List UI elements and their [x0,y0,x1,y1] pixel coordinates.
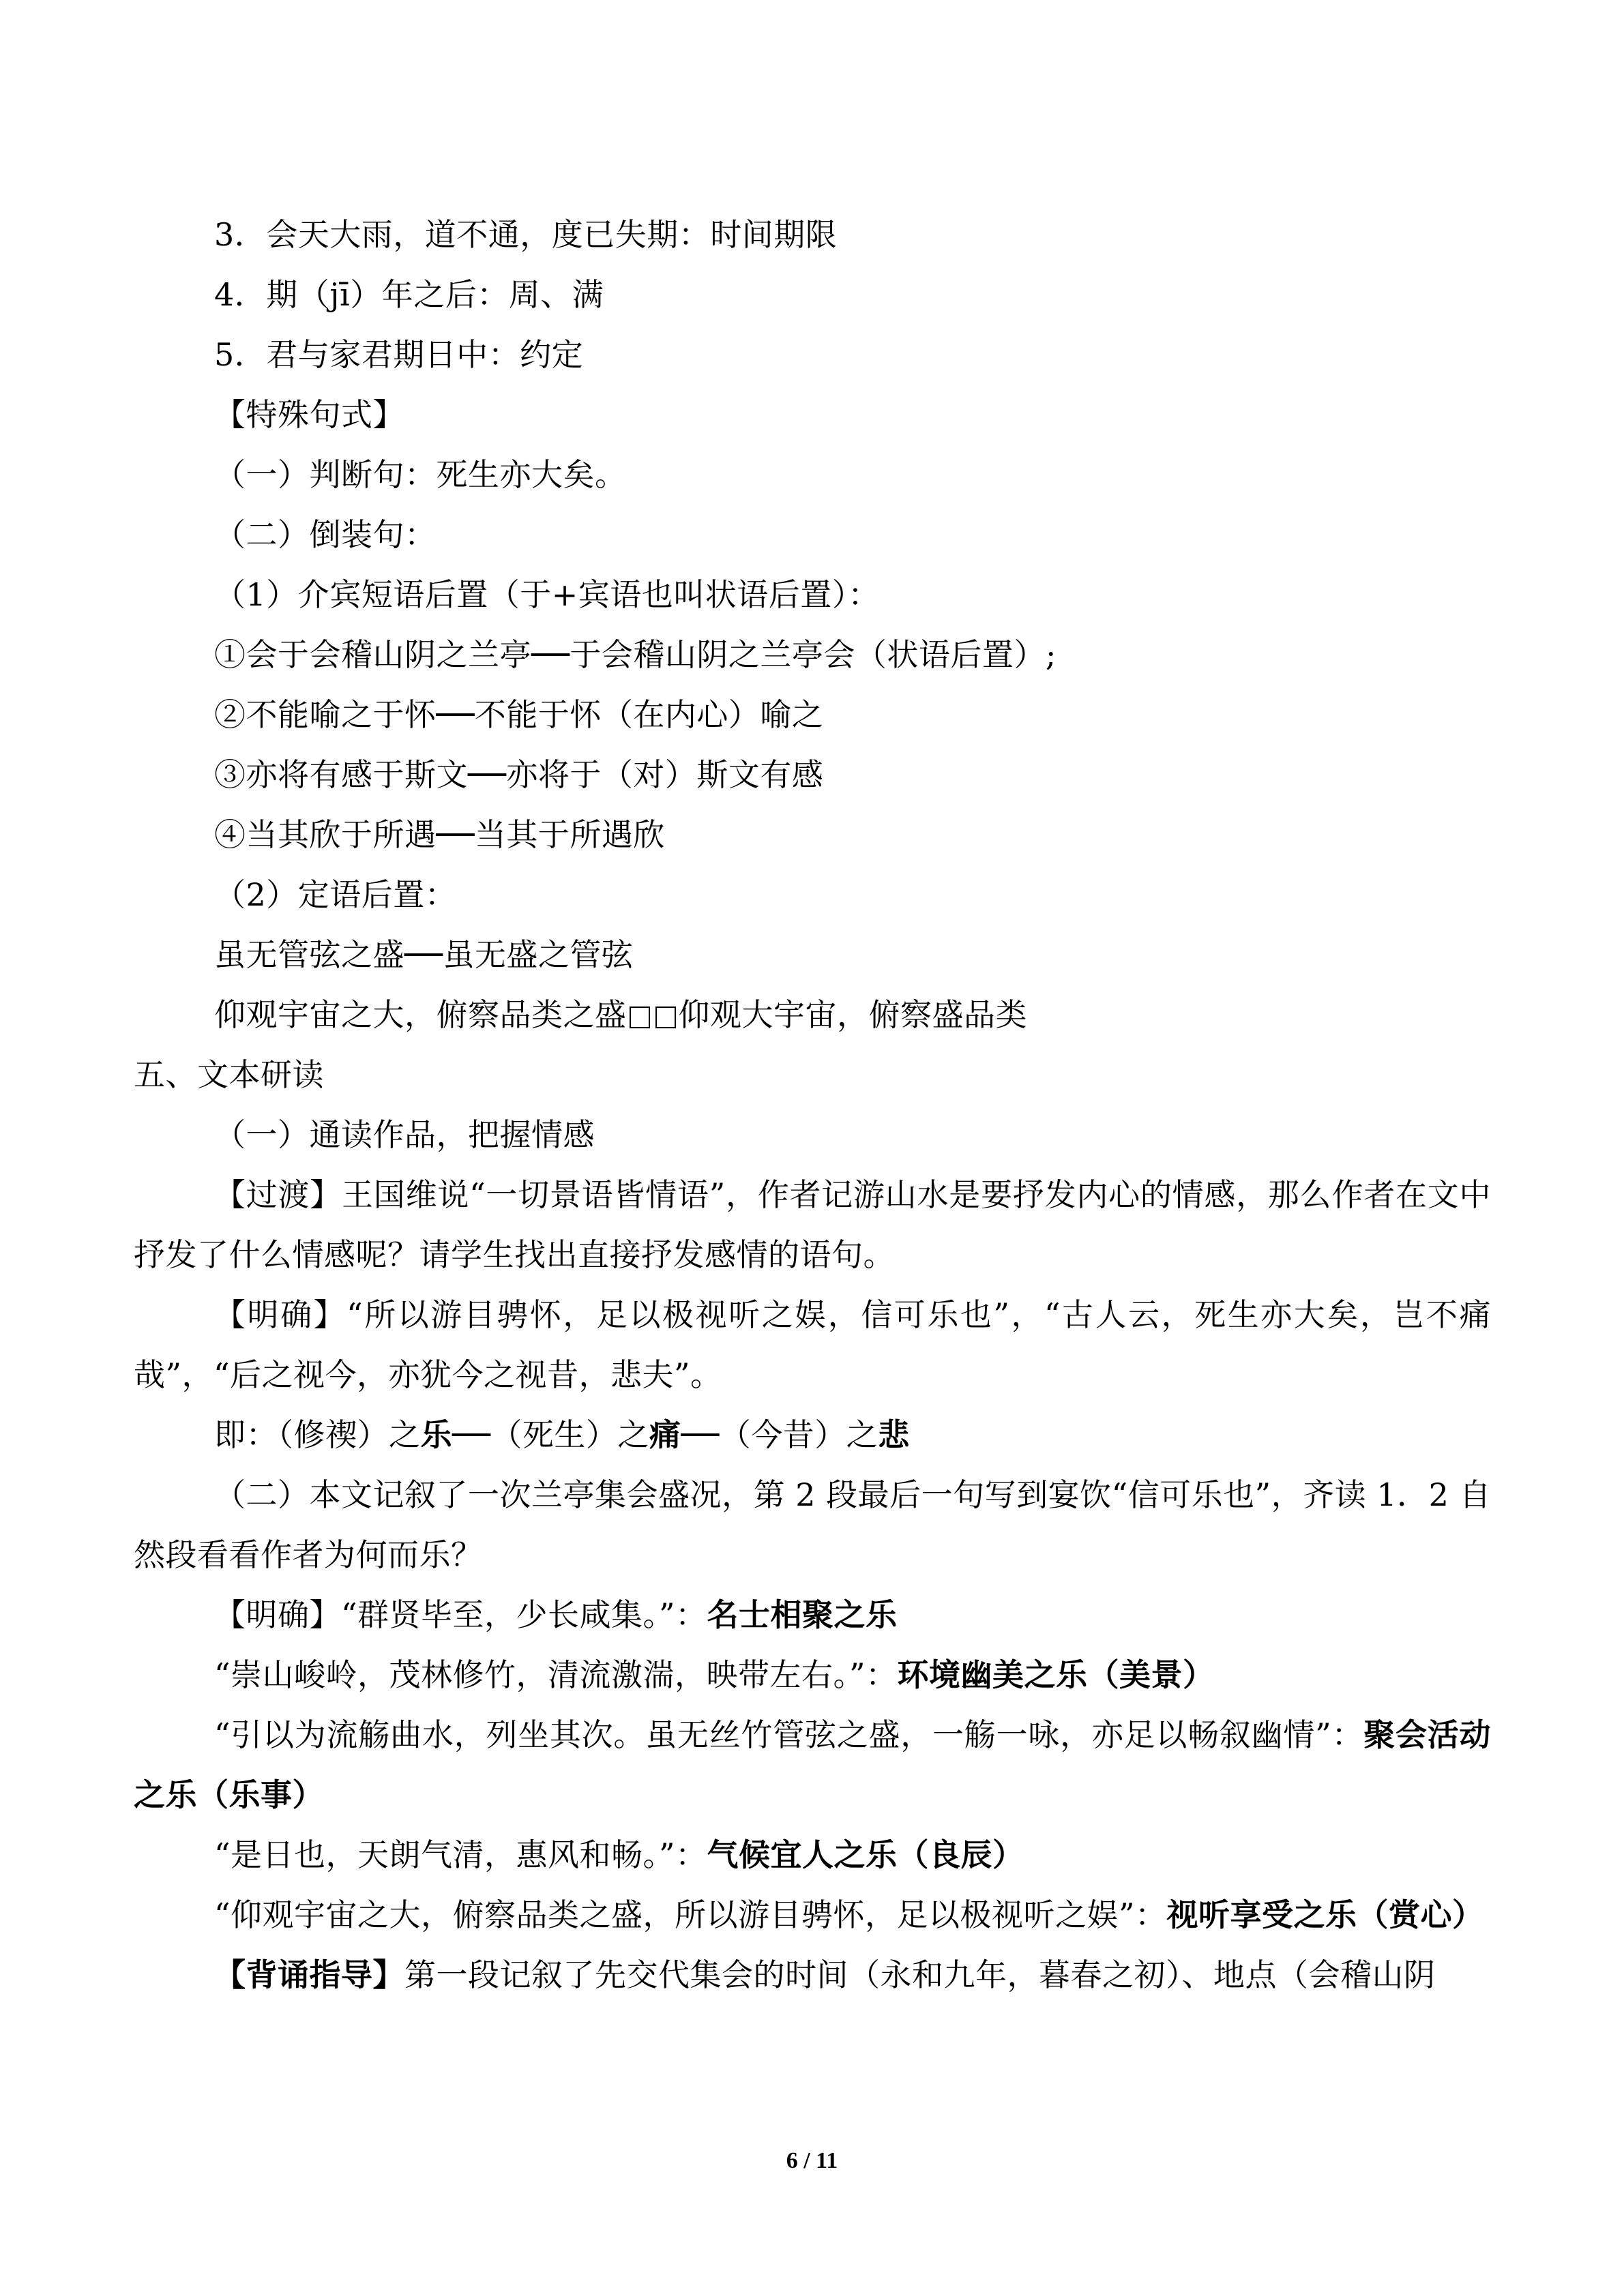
text-line: ④当其欣于所遇──当其于所遇欣 [214,816,665,853]
bold-segment: 【背诵指导】 [214,1956,404,1993]
text-line: （1）介宾短语后置（于+宾语也叫状语后置）： [214,576,880,613]
paragraph-clarify: 【明确】“所以游目骋怀，足以极视听之娱，信可乐也”，“古人云，死生亦大矣，岂不痛哉”，“后之视今，亦犹今之视昔，悲夫”。 [134,1296,1491,1393]
bold-segment: 乐── [420,1416,491,1453]
text-segment: “仰观宇宙之大，俯察品类之盛，所以游目骋怀，足以极视听之娱”： [214,1896,1167,1933]
paragraph-recitation [134,1945,1491,2005]
text-segment: 仰观宇宙之大，俯察品类之盛 [214,996,627,1033]
bold-segment: 名士相聚之乐 [707,1596,898,1633]
section-heading-special-sentences: 【特殊句式】 [214,396,404,433]
text-segment: 仰观大宇宙，俯察盛品类 [678,996,1027,1033]
page-number: 6 / 11 [786,2148,838,2173]
page-content [134,205,1491,2005]
text-segment: （死生）之 [490,1416,649,1453]
text-line: 5．君与家君期日中：约定 [214,336,584,373]
text-segment: （今昔）之 [719,1416,879,1453]
text-line: 虽无管弦之盛──虽无盛之管弦 [214,936,634,973]
text-line [134,1645,1491,1705]
paragraph-senses [134,1885,1491,1945]
text-line: ③亦将有感于斯文──亦将于（对）斯文有感 [214,756,824,793]
text-line: ②不能喻之于怀──不能于怀（在内心）喻之 [214,696,824,733]
paragraph-question: （二）本文记叙了一次兰亭集会盛况，第 2 段最后一句写到宴饮“信可乐也”，齐读 1．2 自然段看看作者为何而乐？ [134,1476,1491,1573]
text-line: （2）定语后置： [214,876,457,913]
text-line: 4．期（jī）年之后：周、满 [214,276,604,313]
text-line: ①会于会稽山阴之兰亭──于会稽山阴之兰亭会（状语后置）; [214,636,1057,673]
text-segment: 【明确】“群贤毕至，少长咸集。”： [214,1596,707,1633]
text-line [134,1825,1491,1885]
bold-segment: 环境幽美之乐（美景） [897,1656,1215,1693]
section-heading-text-study: 五、文本研读 [134,1056,324,1093]
text-line: （一）通读作品，把握情感 [214,1116,595,1153]
text-line: 3．会天大雨，道不通，度已失期：时间期限 [214,216,838,253]
text-segment: “崇山峻岭，茂林修竹，清流激湍，映带左右。”： [214,1656,898,1693]
bold-segment: 聚会活动之乐（乐事） [134,1716,1491,1813]
text-segment: 即：（修禊）之 [214,1416,421,1453]
bold-segment: 痛── [649,1416,720,1453]
paragraph-activity [134,1705,1491,1825]
text-line-emotions [134,1405,1491,1465]
bold-segment: 视听享受之乐（赏心） [1166,1896,1484,1933]
text-line [134,985,1491,1045]
missing-glyph-box [655,1007,676,1028]
text-line: （一）判断句：死生亦大矣。 [214,456,627,493]
text-line [134,1585,1491,1645]
text-segment: “是日也，天朗气清，惠风和畅。”： [214,1836,707,1873]
bold-segment: 气候宜人之乐（良辰） [707,1836,1024,1873]
paragraph-transition: 【过渡】王国维说“一切景语皆情语”，作者记游山水是要抒发内心的情感，那么作者在文中抒发了什么情感呢？请学生找出直接抒发感情的语句。 [134,1176,1491,1273]
text-segment: 第一段记叙了先交代集会的时间（永和九年，暮春之初）、地点（会稽山阴 [404,1956,1436,1993]
missing-glyph-box [630,1007,650,1028]
bold-segment: 悲 [878,1416,910,1453]
text-line: （二）倒装句： [214,516,437,553]
text-segment: “引以为流觞曲水，列坐其次。虽无丝竹管弦之盛，一觞一咏，亦足以畅叙幽情”： [214,1716,1364,1753]
